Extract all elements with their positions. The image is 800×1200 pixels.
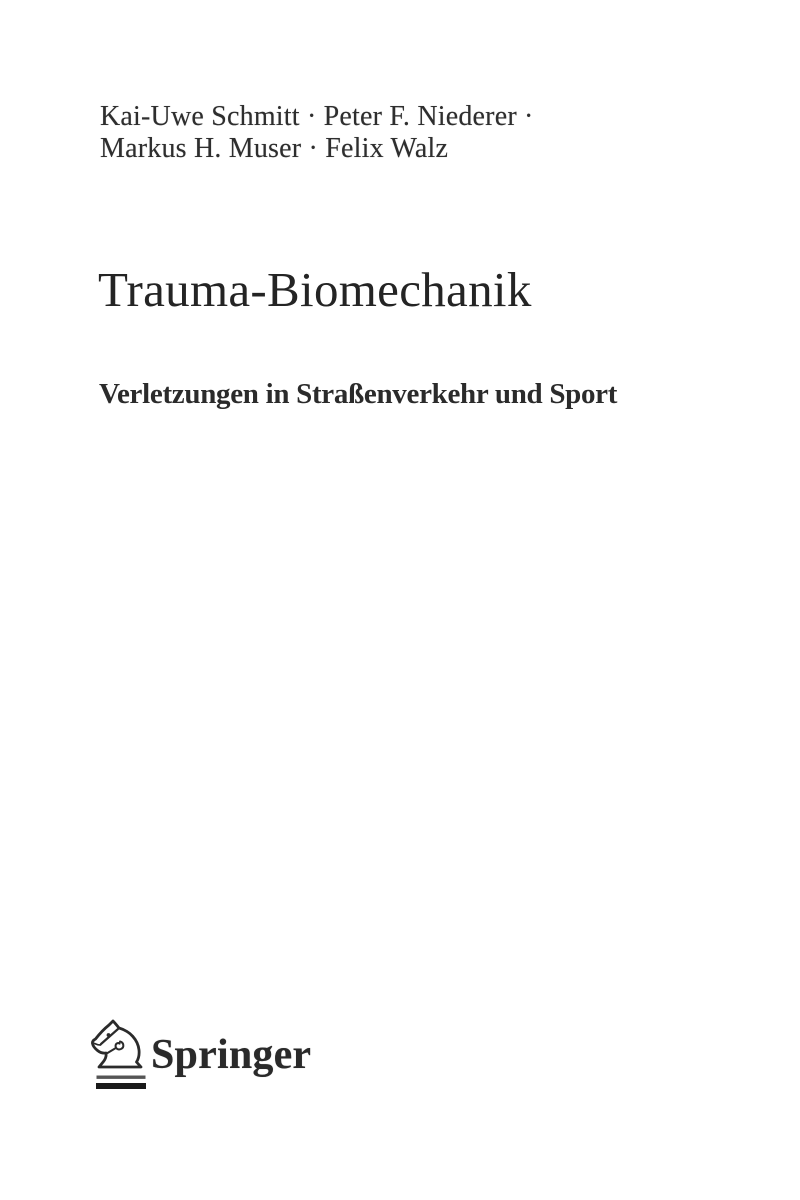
logo-rule-lower: [96, 1083, 146, 1089]
book-subtitle: Verletzungen in Straßenverkehr und Sport: [99, 378, 618, 410]
authors-line-1: Kai-Uwe Schmitt · Peter F. Niederer ·: [100, 101, 534, 132]
logo-rule-upper: [97, 1076, 146, 1079]
authors-block: [100, 101, 534, 165]
book-title: Trauma-Biomechanik: [98, 262, 532, 317]
springer-knight-icon: [90, 1019, 146, 1091]
publisher-name: Springer: [151, 1032, 312, 1078]
publisher-logo: [90, 1019, 490, 1099]
authors-line-2: Markus H. Muser · Felix Walz: [100, 133, 449, 164]
